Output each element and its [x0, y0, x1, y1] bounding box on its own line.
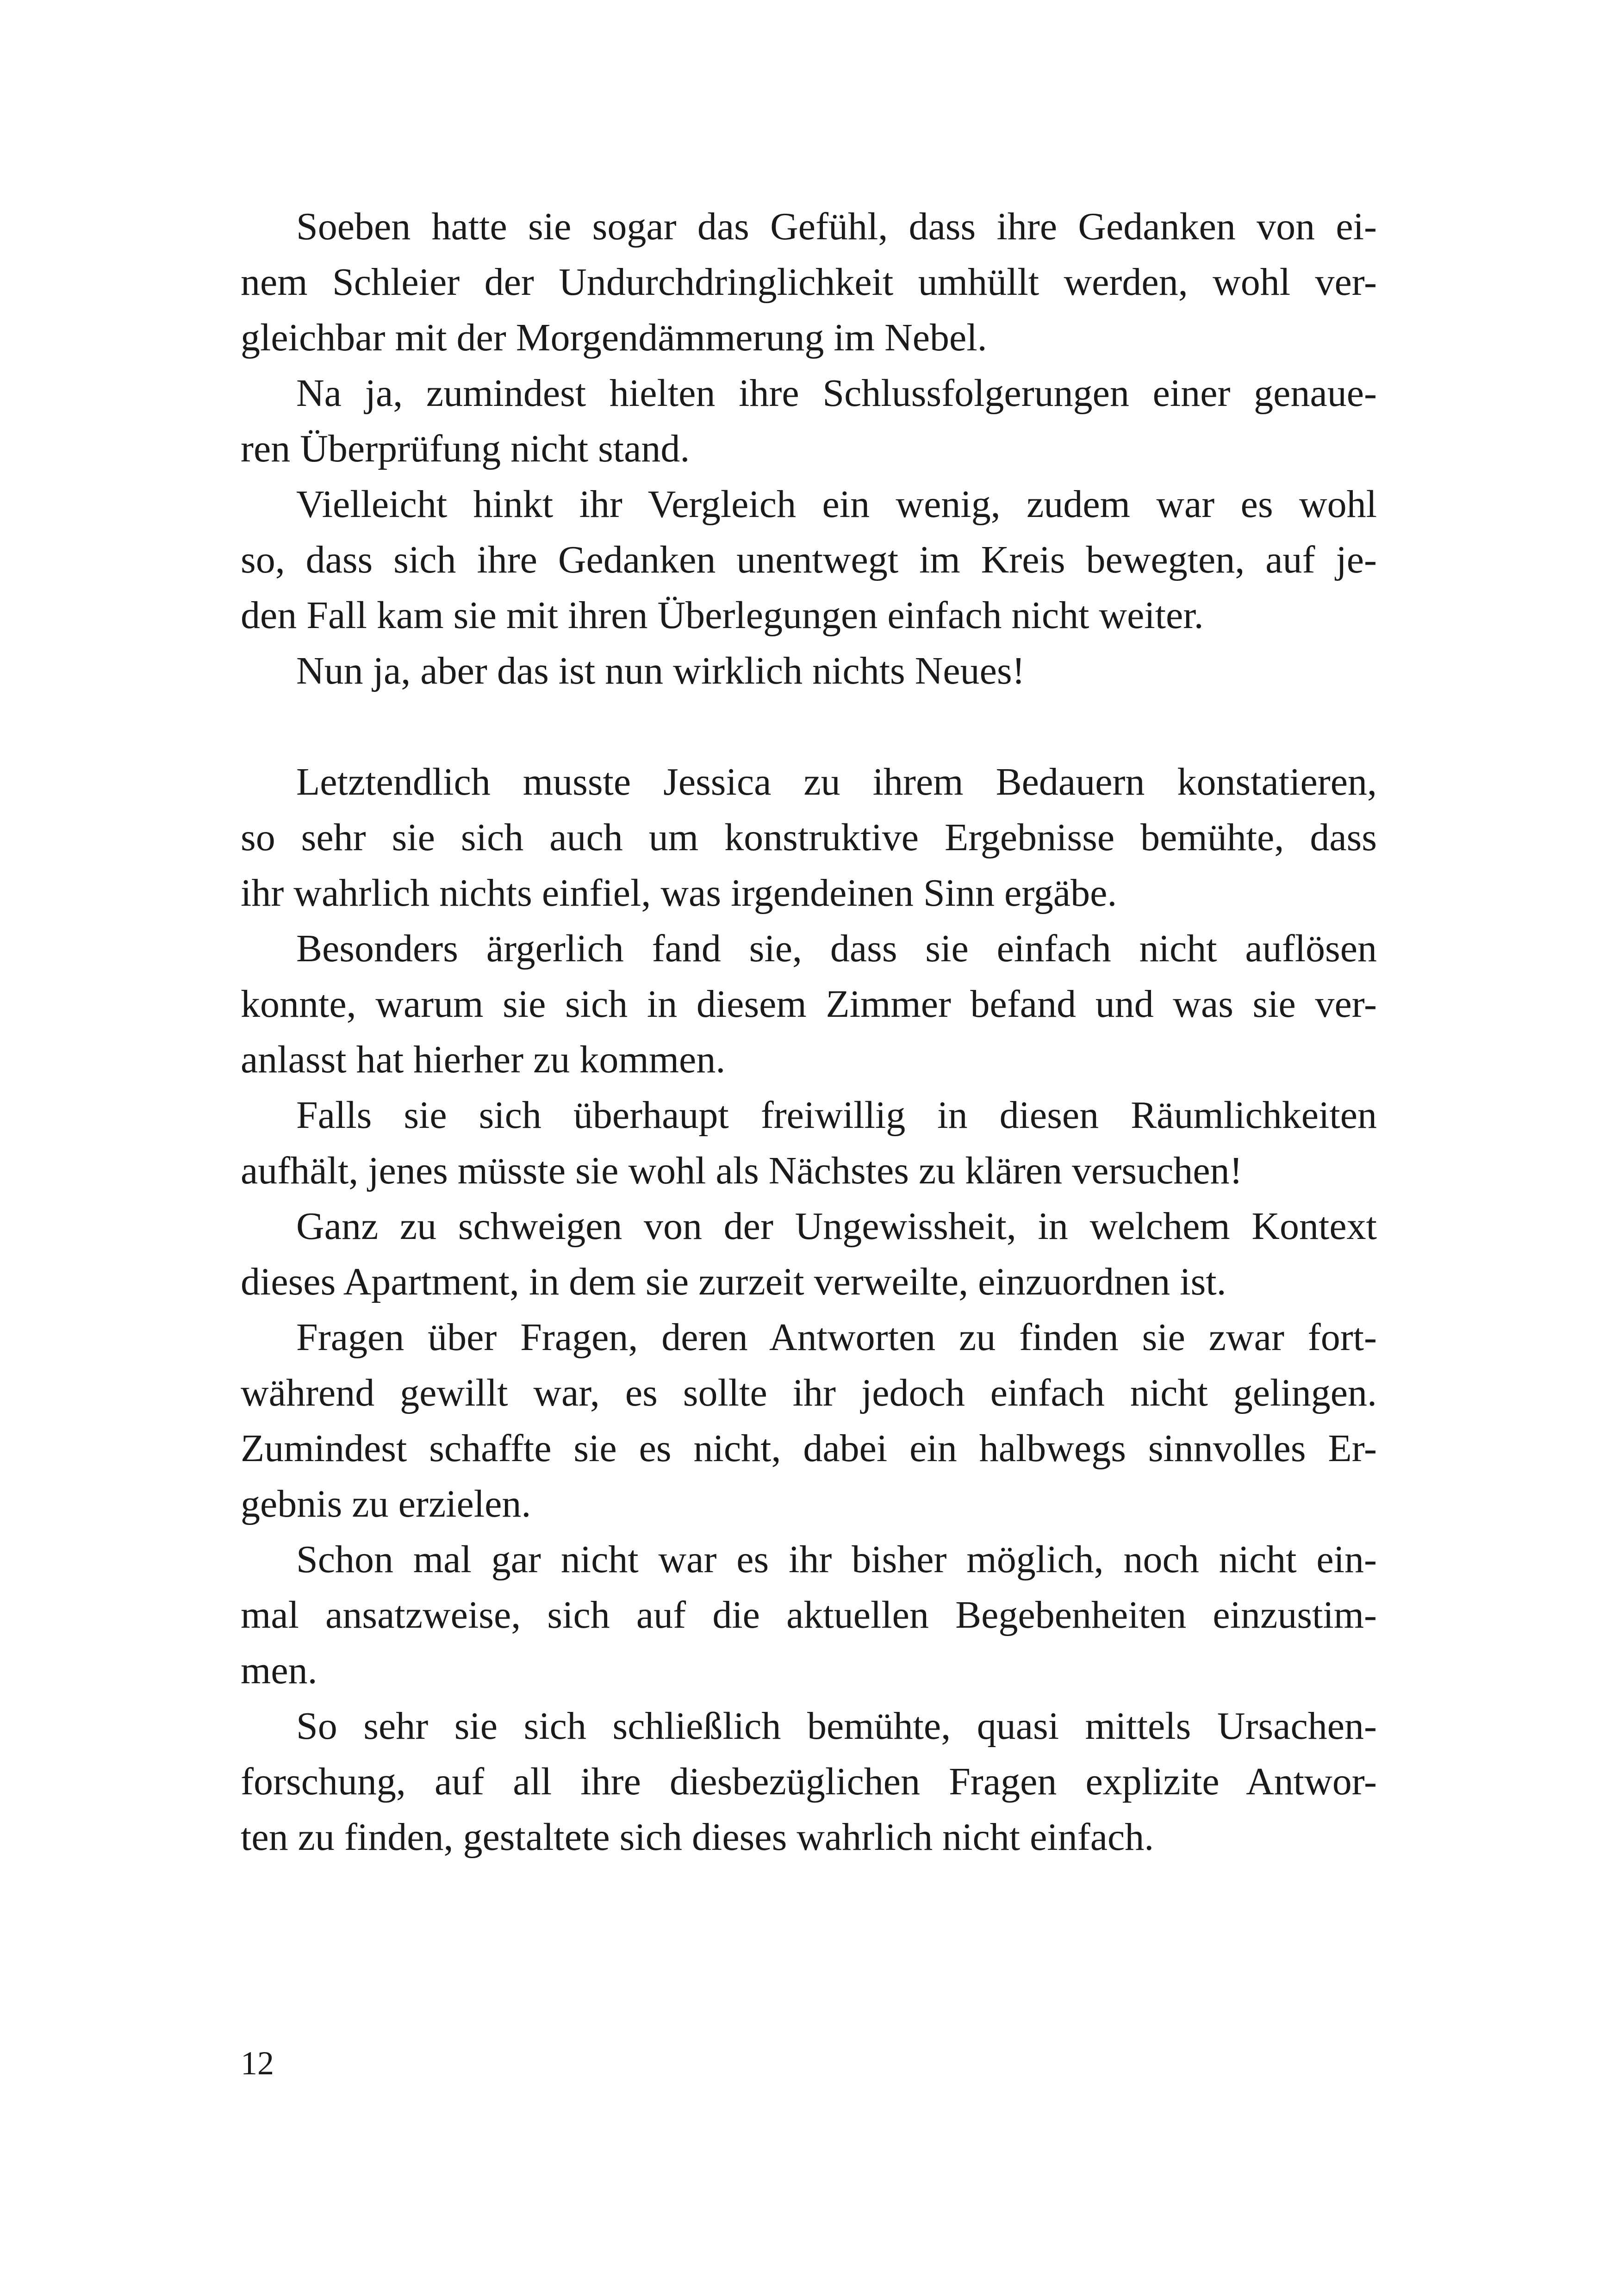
text-line: Ganz zu schweigen von der Ungewissheit, in welchem Kontext [296, 1205, 1377, 1248]
paragraph [241, 1699, 1377, 1865]
text-line: aufhält, jenes müsste sie wohl als Nächstes zu klären versuchen! [241, 1149, 1243, 1192]
text-line: Falls sie sich überhaupt freiwillig in diesen Räumlichkeiten [296, 1094, 1377, 1137]
text-line: gleichbar mit der Morgendämmerung im Nebel. [241, 316, 987, 359]
text-line: so, dass sich ihre Gedanken unentwegt im Kreis bewegten, auf je- [241, 538, 1377, 581]
text-line: Schon mal gar nicht war es ihr bisher möglich, noch nicht ein- [296, 1538, 1377, 1581]
text-line: Nun ja, aber das ist nun wirklich nichts Neues! [296, 649, 1025, 692]
text-line: men. [241, 1649, 317, 1692]
text-line: gebnis zu erzielen. [241, 1482, 531, 1525]
text-line: So sehr sie sich schließlich bemühte, quasi mittels Ursachen- [296, 1705, 1377, 1748]
text-line: so sehr sie sich auch um konstruktive Ergebnisse bemühte, dass [241, 816, 1377, 859]
paragraph [241, 477, 1377, 643]
text-line: anlasst hat hierher zu kommen. [241, 1038, 726, 1081]
text-line: ten zu finden, gestaltete sich dieses wahrlich nicht einfach. [241, 1816, 1154, 1859]
body-text [241, 199, 1377, 1865]
paragraph [241, 643, 1377, 699]
paragraph [241, 754, 1377, 921]
text-line: Fragen über Fragen, deren Antworten zu finden sie zwar fort- [296, 1316, 1377, 1359]
text-line: forschung, auf all ihre diesbezüglichen Fragen explizite Antwor- [241, 1760, 1377, 1803]
text-line: Zumindest schaffte sie es nicht, dabei ein halbwegs sinnvolles Er- [241, 1427, 1377, 1470]
paragraph [241, 1199, 1377, 1310]
paragraph [241, 1088, 1377, 1199]
text-line: Na ja, zumindest hielten ihre Schlussfolgerungen einer genaue- [296, 372, 1377, 415]
text-line: während gewillt war, es sollte ihr jedoch einfach nicht gelingen. [241, 1371, 1377, 1414]
text-line: ren Überprüfung nicht stand. [241, 427, 690, 470]
paragraph [241, 1532, 1377, 1699]
text-line: konnte, warum sie sich in diesem Zimmer befand und was sie ver- [241, 983, 1377, 1026]
text-line: Letztendlich musste Jessica zu ihrem Bedauern konstatieren, [296, 760, 1377, 803]
text-line: nem Schleier der Undurchdringlichkeit umhüllt werden, wohl ver- [241, 261, 1377, 304]
text-line: den Fall kam sie mit ihren Überlegungen einfach nicht weiter. [241, 594, 1204, 637]
section-break [241, 699, 1377, 754]
page-number: 12 [241, 2045, 274, 2082]
text-line: Besonders ärgerlich fand sie, dass sie einfach nicht auflösen [296, 927, 1377, 970]
text-line: dieses Apartment, in dem sie zurzeit verweilte, einzuordnen ist. [241, 1260, 1226, 1303]
text-line: ihr wahrlich nichts einfiel, was irgendeinen Sinn ergäbe. [241, 871, 1117, 915]
text-line: mal ansatzweise, sich auf die aktuellen Begebenheiten einzustim- [241, 1593, 1377, 1636]
paragraph [241, 921, 1377, 1088]
text-line: Vielleicht hinkt ihr Vergleich ein wenig, zudem war es wohl [296, 483, 1377, 526]
paragraph [241, 199, 1377, 366]
paragraph [241, 366, 1377, 477]
paragraph [241, 1310, 1377, 1532]
text-line: Soeben hatte sie sogar das Gefühl, dass ihre Gedanken von ei- [296, 205, 1377, 248]
